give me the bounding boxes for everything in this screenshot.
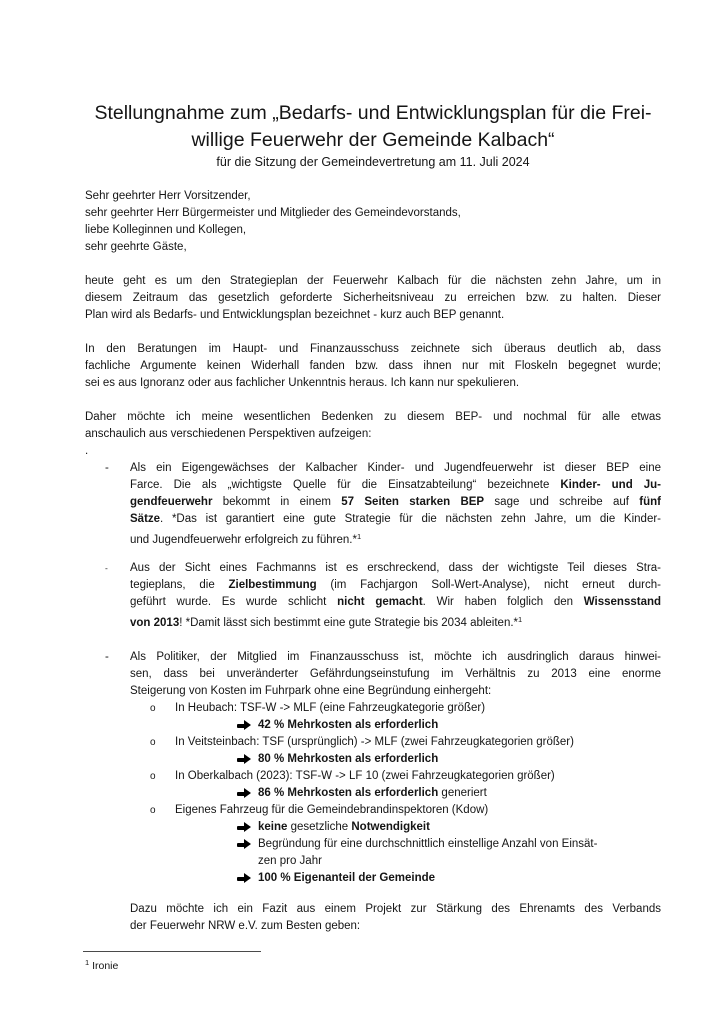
arrow-item-notwendigkeit (85, 819, 661, 836)
list-item-text: Eigenes Fahrzeug für die Gemeindebrandinspektoren (Kdow) (175, 804, 489, 816)
arrow-item-text: 42 % Mehrkosten als erforderlich (258, 719, 439, 731)
arrow-item-text: keine gesetzliche Notwendigkeit (258, 821, 430, 833)
circle-bullet-icon: o (150, 703, 156, 714)
bullet-text: Als ein Eigengewächses der Kalbacher Kinder- und Jugendfeuerwehr ist dieser BEP eine Farce. Die als „wichtigste Quelle für die Einsatzabteilung“ bezeichnete Kinder- und Ju- gendfeuerwehr bekommt in einem 57 Seiten starken BEP sage und schreibe auf fünf Sätze. *Das ist garantiert eine gute Strategie für die nächsten zehn Jahre, um die Kinder- und Jugendfeuerwehr erfolgreich zu führen.*$^1$ (130, 462, 662, 546)
arrow-item-mehrkosten-42 (85, 717, 661, 734)
list-item-text: In Veitsteinbach: TSF (ursprünglich) -> MLF (zwei Fahrzeugkategorien größer) (175, 736, 574, 748)
list-item-kdow (85, 802, 661, 819)
page-subtitle: für die Sitzung der Gemeindevertretung am 11. Juli 2024 (216, 155, 530, 169)
footnote-ironie: $^1$ Ironie (85, 958, 119, 972)
page-title: Stellungnahme zum „Bedarfs- und Entwicklungsplan für die Frei- willige Feuerwehr der Gemeinde Kalbach“ (94, 102, 652, 151)
paragraph-bedenken: Daher möchte ich meine wesentlichen Bedenken zu diesem BEP- und nochmal für alle etwas anschaulich aus verschiedenen Perspektiven aufzeigen: (85, 411, 661, 440)
footnote-separator (83, 951, 261, 952)
paragraph-strategieplan: heute geht es um den Strategieplan der Feuerwehr Kalbach für die nächsten zehn Jahre, um in diesem Zeitraum das gesetzlich geforderte Sicherheitsniveau zu erreichen bzw. zu halten. Dieser Plan wird als Bedarfs- und Entwicklungsplan bezeichnet - kurz auch BEP genannt. (85, 275, 661, 321)
arrow-icon (237, 788, 251, 799)
list-item-veitsteinbach (85, 734, 661, 751)
arrow-item-text: 86 % Mehrkosten als erforderlich generiert (258, 787, 487, 799)
arrow-item-mehrkosten-86 (85, 785, 661, 802)
dash-bullet-icon: - (105, 563, 108, 573)
bullet-text: Als Politiker, der Mitglied im Finanzausschuss ist, möchte ich ausdringlich daraus hinwei- sen, dass bei unveränderter Gefährdungseinstufung im Verhältnis zu 2013 eine enorme Steigerung von Kosten im Fuhrpark ohne eine Begründung einhergeht: (130, 651, 661, 697)
dash-bullet-icon: - (105, 651, 109, 663)
paragraph-closing: Dazu möchte ich ein Fazit aus einem Projekt zur Stärkung des Ehrenamts des Verbands der Feuerwehr NRW e.V. zum Besten geben: (130, 903, 661, 932)
arrow-item-mehrkosten-80 (85, 751, 661, 768)
arrow-item-begruendung (85, 836, 661, 870)
list-item-oberkalbach (85, 768, 661, 785)
bullet-item-fachmann (85, 560, 661, 632)
arrow-item-text: 100 % Eigenanteil der Gemeinde (258, 872, 436, 884)
arrow-item-text: 80 % Mehrkosten als erforderlich (258, 753, 439, 765)
bullet-item-politiker (85, 649, 661, 700)
circle-bullet-icon: o (150, 737, 156, 748)
salutation: Sehr geehrter Herr Vorsitzender, sehr geehrter Herr Bürgermeister und Mitglieder des Gemeindevorstands, liebe Kolleginnen und Kollegen, sehr geehrte Gäste, (85, 190, 461, 253)
bullet-item-jugendfeuerwehr (85, 460, 661, 549)
bullet-text: Aus der Sicht eines Fachmanns ist es erschreckend, dass der wichtigste Teil dieses Stra- tegieplans, die Zielbestimmung (im Fachjargon Soll-Wert-Analyse), nicht erneut durch- geführt wurde. Es wurde schlicht nicht gemacht. Wir haben folglich den Wissensstand von 2013! *Damit lässt sich bestimmt eine gute Strategie bis 2034 ableiten.*$^1$ (130, 562, 662, 629)
list-item-text: In Heubach: TSF-W -> MLF (eine Fahrzeugkategorie größer) (175, 702, 486, 714)
arrow-item-eigenanteil (85, 870, 661, 887)
arrow-icon (237, 720, 251, 731)
arrow-icon (237, 873, 251, 884)
stray-dot-line: . (85, 445, 89, 457)
list-item-heubach (85, 700, 661, 717)
circle-bullet-icon: o (150, 771, 156, 782)
circle-bullet-icon: o (150, 805, 156, 816)
arrow-item-text: Begründung für eine durchschnittlich einstellige Anzahl von Einsät- zen pro Jahr (258, 838, 598, 867)
arrow-icon (237, 754, 251, 765)
arrow-icon (237, 822, 251, 833)
dash-bullet-icon: - (105, 462, 109, 474)
arrow-icon (237, 839, 251, 850)
paragraph-beratungen: In den Beratungen im Haupt- und Finanzausschuss zeichnete sich überaus deutlich ab, dass fachliche Argumente keinen Widerhall fanden bzw. dass ihnen nur mit Floskeln begegnet wurde; sei es aus Ignoranz oder aus fachlicher Unkenntnis heraus. Ich kann nur spekulieren. (85, 343, 661, 389)
list-item-text: In Oberkalbach (2023): TSF-W -> LF 10 (zwei Fahrzeugkategorien größer) (175, 770, 555, 782)
